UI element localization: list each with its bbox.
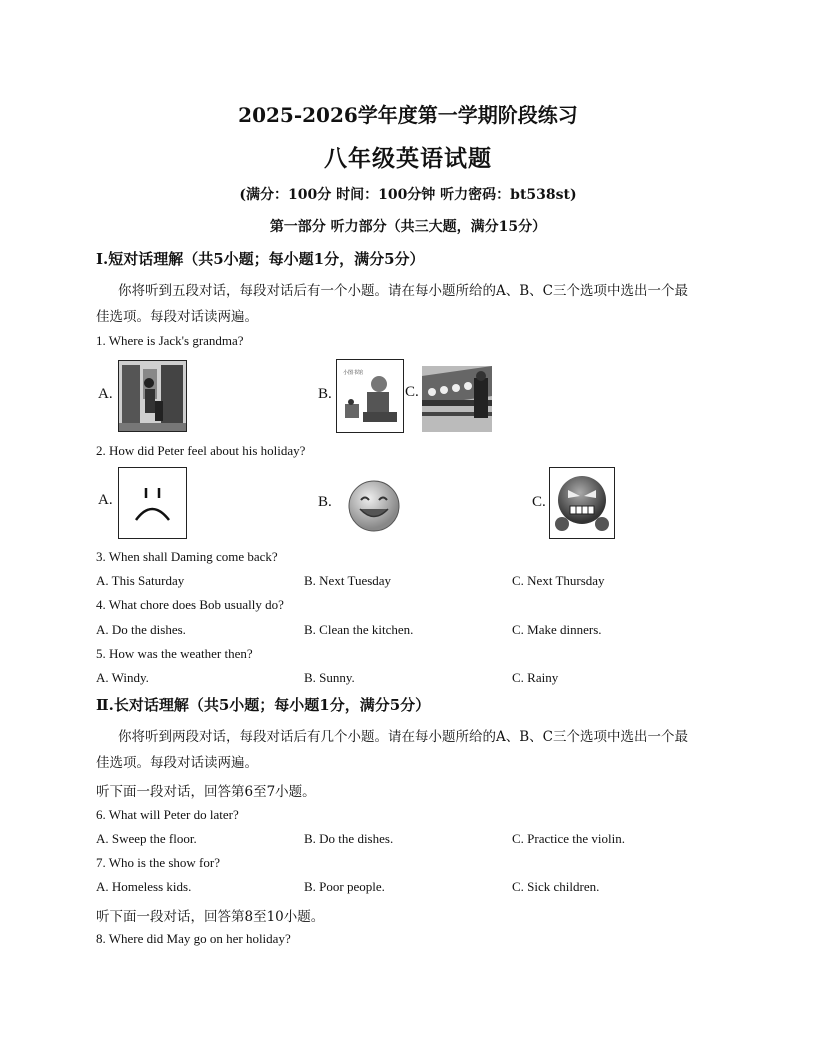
q2-option-c-label: C. (532, 494, 546, 510)
question-7: 7. Who is the show for? (96, 855, 220, 870)
section1-heading: Ⅰ.短对话理解（共5小题；每小题1分，满分5分） (96, 250, 425, 268)
q2-option-b-label: B. (318, 494, 332, 510)
q1-option-c-image (422, 366, 492, 432)
section2-note-2: 听下面一段对话，回答第8至10小题。 (96, 909, 325, 925)
smiling-face-icon (344, 478, 404, 534)
question-4: 4. What chore does Bob usually do? (96, 597, 284, 612)
q6-option-b: B. Do the dishes. (304, 831, 394, 846)
q1-option-b-image (336, 359, 404, 433)
angry-face-image (549, 467, 615, 539)
q1-b-caption: 小图书馆 (343, 370, 364, 376)
exam-title-line2: 八年级英语试题 (324, 145, 492, 172)
q5-option-b: B. Sunny. (304, 670, 355, 685)
exam-meta: (满分：100分 时间：100分钟 听力密码：bt538st) (239, 187, 577, 203)
q2-option-a-label: A. (98, 492, 113, 508)
part-heading: 第一部分 听力部分（共三大题，满分15分） (269, 219, 547, 235)
section2-instruction-2: 佳选项。每段对话读两遍。 (96, 755, 258, 771)
question-5: 5. How was the weather then? (96, 646, 253, 661)
question-2: 2. How did Peter feel about his holiday? (96, 443, 306, 458)
q7-option-a: A. Homeless kids. (96, 879, 192, 894)
q4-option-c: C. Make dinners. (512, 622, 602, 637)
smiling-face-image (344, 478, 404, 534)
q5-option-a: A. Windy. (96, 670, 149, 685)
q1-option-b-label: B. (318, 386, 332, 402)
q5-option-c: C. Rainy (512, 670, 559, 685)
section1-instruction-1: 你将听到五段对话，每段对话后有一个小题。请在每小题所给的A、B、C三个选项中选出一个最 (118, 283, 688, 299)
section2-heading: Ⅱ.长对话理解（共5小题；每小题1分，满分5分） (96, 696, 431, 714)
exam-title-line1: 2025-2026学年度第一学期阶段练习 (238, 103, 578, 127)
q3-option-c: C. Next Thursday (512, 573, 605, 588)
q1-option-a-image (118, 360, 187, 432)
q7-option-b: B. Poor people. (304, 879, 385, 894)
sad-face-image (118, 467, 187, 539)
section2-instruction-1: 你将听到两段对话，每段对话后有几个小题。请在每小题所给的A、B、C三个选项中选出一个最 (118, 729, 688, 745)
question-6: 6. What will Peter do later? (96, 807, 239, 822)
sad-face-icon (119, 468, 186, 538)
section2-note-1: 听下面一段对话，回答第6至7小题。 (96, 784, 316, 800)
q3-option-b: B. Next Tuesday (304, 573, 392, 588)
question-3: 3. When shall Daming come back? (96, 549, 278, 564)
q1-option-a-label: A. (98, 386, 113, 402)
question-8: 8. Where did May go on her holiday? (96, 931, 291, 946)
q6-option-a: A. Sweep the floor. (96, 831, 197, 846)
q4-option-a: A. Do the dishes. (96, 622, 186, 637)
q1-option-c-label: C. (405, 384, 419, 400)
angry-face-icon (550, 468, 614, 538)
q3-option-a: A. This Saturday (96, 573, 185, 588)
section1-instruction-2: 佳选项。每段对话读两遍。 (96, 309, 258, 325)
question-1: 1. Where is Jack's grandma? (96, 333, 244, 348)
q6-option-c: C. Practice the violin. (512, 831, 626, 846)
q4-option-b: B. Clean the kitchen. (304, 622, 414, 637)
q7-option-c: C. Sick children. (512, 879, 600, 894)
